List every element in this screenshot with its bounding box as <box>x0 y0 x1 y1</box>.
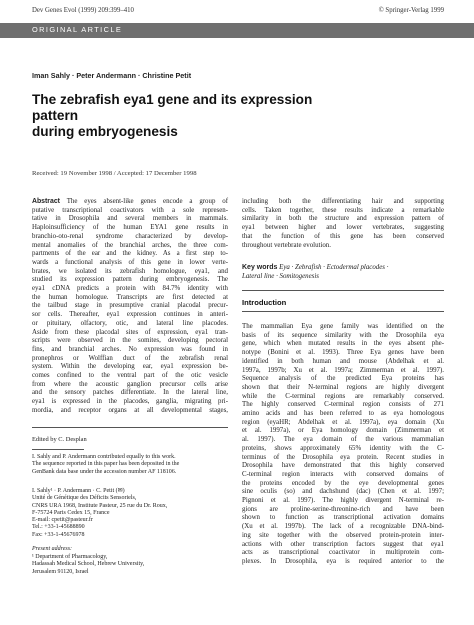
abstract-line-text: wards a functional analysis of this gene in lower verte- <box>32 258 228 266</box>
received-dates: Received: 19 November 1998 / Accepted: 17 December 1998 <box>32 170 197 177</box>
article-type-label: ORIGINAL ARTICLE <box>32 25 123 34</box>
abstract-line <box>32 285 228 294</box>
abstract-line-text: Haploinsufficiency of the human EYA1 gene results in <box>32 224 228 232</box>
abstract-line-text: pronephros or Wolffian duct of the zebrafish renal <box>32 354 228 362</box>
abstract-line <box>32 276 228 285</box>
abstract-line-text: mental anomalies of the branchial arches, the three com- <box>32 241 228 249</box>
introduction-line: Drosophila have demonstrated that this highly conserved <box>242 462 444 470</box>
introduction-line: the proteins encoded by the eye developmental genes <box>242 479 444 487</box>
abstract-continued-line: including both the differentiating hair and supporting <box>242 198 444 205</box>
introduction-line: gene, which when mutated results in the eyes absent phe- <box>242 340 444 348</box>
abstract-line-text: The eyes absent-like genes encode a group of <box>66 198 228 205</box>
address-line: I. Sahly¹ · P. Andermann · C. Petit (✉) <box>32 488 125 494</box>
introduction-line: acts as transcriptional coactivator in multiprotein com- <box>242 549 444 557</box>
abstract-continued-line: throughout vertebrate evolution. <box>242 241 331 249</box>
abstract-line <box>32 407 228 416</box>
address-line: E-mail: cpetit@pasteur.fr <box>32 517 93 524</box>
abstract-line <box>32 242 228 251</box>
abstract-line <box>32 207 228 216</box>
present-address-line: Jerusalem 91120, Israel <box>32 568 89 575</box>
article-type-banner <box>0 23 474 38</box>
introduction-line: et al. 1997a), or Eya homology domain (Zimmerman et <box>242 427 444 435</box>
abstract-line <box>32 389 228 398</box>
footnote-note-line: The sequence reported in this paper has been deposited in the <box>32 461 180 468</box>
address-line: CNRS URA 1968, Institute Pasteur, 25 rue du Dr. Roux, <box>32 502 168 509</box>
introduction-line: actions with other transcription factors suggest that eya1 <box>242 540 444 548</box>
edited-by: Edited by C. Desplan <box>32 436 87 443</box>
abstract-line-text: the tailbud stage in presumptive cranial placodal precur- <box>32 302 228 310</box>
abstract-line <box>32 398 228 407</box>
author-list: Iman Sahly · Peter Andermann · Christine Petit <box>32 71 192 80</box>
abstract-line-text: eya1 is expressed in the placodes, ganglia, migrating pri- <box>32 398 228 406</box>
introduction-line: while the C-terminal regions are remarkably conserved. <box>242 392 444 400</box>
footnote-note-line: GenBank data base under the accession number AF 118106. <box>32 468 177 475</box>
footnote-short-rule <box>32 449 84 450</box>
abstract-line-text: sor cells. Thereafter, eya1 expression continues in anteri- <box>32 311 228 319</box>
address-line: Tel.: +33-1-45688890 <box>32 524 85 531</box>
abstract-line <box>32 337 228 346</box>
address-line: Fax: +33-1-45676978 <box>32 531 85 538</box>
abstract-line-text: and the sensory patches differentiate. In the lateral line, <box>32 389 228 397</box>
introduction-line: Pignoni et al. 1997). The highly divergent N-terminal re- <box>242 497 444 505</box>
introduction-line: notype (Bonini et al. 1993). Three Eya genes have been <box>242 349 444 357</box>
introduction-line: sine oculis (so) and dachshund (dac) (Chen et al. 1997; <box>242 488 444 496</box>
address-line: Unité de Génétique des Déficits Sensoriels, <box>32 495 137 502</box>
abstract-continued-line: cells. Taken together, these results indicate a remarkable <box>242 206 444 214</box>
abstract-line <box>32 250 228 259</box>
abstract <box>32 198 228 416</box>
introduction-line: The highly conserved C-terminal region consists of 271 <box>242 401 444 409</box>
title-line-1: The zebrafish eya1 gene and its expression pattern <box>32 92 313 123</box>
abstract-continued-line: eya1 between higher and lower vertebrates, suggesting <box>242 224 444 232</box>
abstract-line-text: brates, we isolated its zebrafish homologue, eya1, and <box>32 267 228 275</box>
article-title <box>32 92 352 140</box>
journal-citation: Dev Genes Evol (1999) 209:399–410 <box>32 7 134 14</box>
footnote-divider <box>32 427 228 428</box>
introduction-line: region (eyaHR; Abdelhak et al. 1997a), eya domain (Xu <box>242 418 444 426</box>
introduction-line: 1997a, 1997b; Xu et al. 1997a; Zimmerman et al. 1997). <box>242 366 444 374</box>
abstract-continued-line: that the function of this gene has been conserved <box>242 232 444 240</box>
introduction-line: plexes. In Drosophila, eya is required anterior to the <box>242 557 444 565</box>
abstract-continued <box>242 198 444 250</box>
keywords-line-1: Eya · Zebrafish · Ectodermal placodes · <box>279 264 389 271</box>
abstract-line <box>32 311 228 320</box>
introduction-line: The mammalian Eya gene family was identified on the <box>242 323 444 330</box>
abstract-line-text: studied its expression pattern during embryogenesis. The <box>32 276 228 284</box>
abstract-label: Abstract <box>32 198 60 205</box>
introduction-line: al. 1997). The eya domain of the various mammalian <box>242 436 444 444</box>
abstract-line <box>32 363 228 372</box>
abstract-line-text: tative in Drosophila and several members in mammals. <box>32 215 228 223</box>
abstract-line <box>32 320 228 329</box>
abstract-line-text: system. Within the developing ear, eya1 expression be- <box>32 363 228 371</box>
abstract-line-text: mordia, and receptor organs at all developmental stages, <box>32 406 228 414</box>
intro-top-rule <box>242 290 444 291</box>
introduction-line: Sequence analysis of the predicted Eya proteins has <box>242 375 444 383</box>
introduction-line: shown to function as transcriptional activation domains <box>242 514 444 522</box>
abstract-line-text: fins, and branchial arches. No expression was found in <box>32 345 228 353</box>
title-line-2: during embryogenesis <box>32 124 178 139</box>
abstract-line-text: from where the acoustic ganglion precursor cells arise <box>32 380 228 388</box>
introduction-line: proteins, shows approximately 65% identity with the C- <box>242 444 444 452</box>
footnote-note-line: I. Sahly and P. Andermann contributed equally to this work. <box>32 454 176 460</box>
abstract-line <box>32 233 228 242</box>
introduction-heading: Introduction <box>242 298 287 307</box>
abstract-line-text: comes confined to the ventral part of the otic vesicle <box>32 372 228 380</box>
abstract-line-text: scripts were observed in the somites, developing pectoral <box>32 337 228 345</box>
abstract-line <box>32 215 228 224</box>
introduction-body <box>242 323 444 567</box>
abstract-line-text: the human homologue. Transcripts are first detected at <box>32 293 228 301</box>
footnote-notes <box>32 454 232 476</box>
abstract-line-text: putative transcriptional coactivators with a sole represen- <box>32 206 228 214</box>
abstract-line <box>32 346 228 355</box>
keywords <box>242 264 444 281</box>
introduction-line: amino acids and has been referred to as eya homologous <box>242 410 444 418</box>
abstract-continued-line: similarity in both the structure and expression pattern of <box>242 215 444 223</box>
abstract-line <box>32 224 228 233</box>
abstract-line <box>32 268 228 277</box>
keywords-label: Key words <box>242 264 278 271</box>
abstract-line <box>32 294 228 303</box>
abstract-line <box>32 198 228 207</box>
present-address <box>32 554 232 576</box>
abstract-line-text: or pituitary, olfactory, otic, and lateral line placodes. <box>32 319 228 327</box>
abstract-line <box>32 372 228 381</box>
introduction-line: terminus of the Drosophila eya protein. Recent studies in <box>242 453 444 461</box>
introduction-line: ing site together with the observed protein-protein inter- <box>242 531 444 539</box>
address-line: F-75724 Paris Cedex 15, France <box>32 509 110 516</box>
abstract-line-text: branchio-oto-renal syndrome characterized by develop- <box>32 232 228 240</box>
introduction-line: identified in both human and mouse (Abdelhak et al. <box>242 357 444 365</box>
abstract-line <box>32 381 228 390</box>
abstract-line <box>32 259 228 268</box>
abstract-line-text: eya1 cDNA predicts a protein with 84.7% identity with <box>32 285 228 293</box>
introduction-line: shown that their N-terminal regions are highly divergent <box>242 383 444 391</box>
present-address-line: ¹ Department of Pharmacology, <box>32 554 108 560</box>
publisher-copyright: © Springer-Verlag 1999 <box>378 7 444 14</box>
abstract-line <box>32 355 228 364</box>
keywords-line-2: Lateral line · Somitogenesis <box>242 272 319 280</box>
introduction-line: gions are proline-serine-threonine-rich and have been <box>242 505 444 513</box>
correspondence-address <box>32 488 232 539</box>
abstract-line <box>32 329 228 338</box>
introduction-line: C-terminal region interacts with conserved domains of <box>242 470 444 478</box>
intro-bottom-rule <box>242 311 444 312</box>
abstract-line-text: partments of the ear and the kidney. As a first step to- <box>32 250 228 258</box>
present-address-label: Present address: <box>32 546 73 552</box>
introduction-line: (Xu et al. 1997b). The lack of a recognizable DNA-bind- <box>242 523 444 531</box>
introduction-line: basis of its sequence similarity with the Drosophila eya <box>242 331 444 339</box>
abstract-line-text: Aside from these placodal sites of expression, eya1 tran- <box>32 328 228 336</box>
present-address-line: Hadassah Medical School, Hebrew University, <box>32 561 145 568</box>
abstract-line <box>32 302 228 311</box>
